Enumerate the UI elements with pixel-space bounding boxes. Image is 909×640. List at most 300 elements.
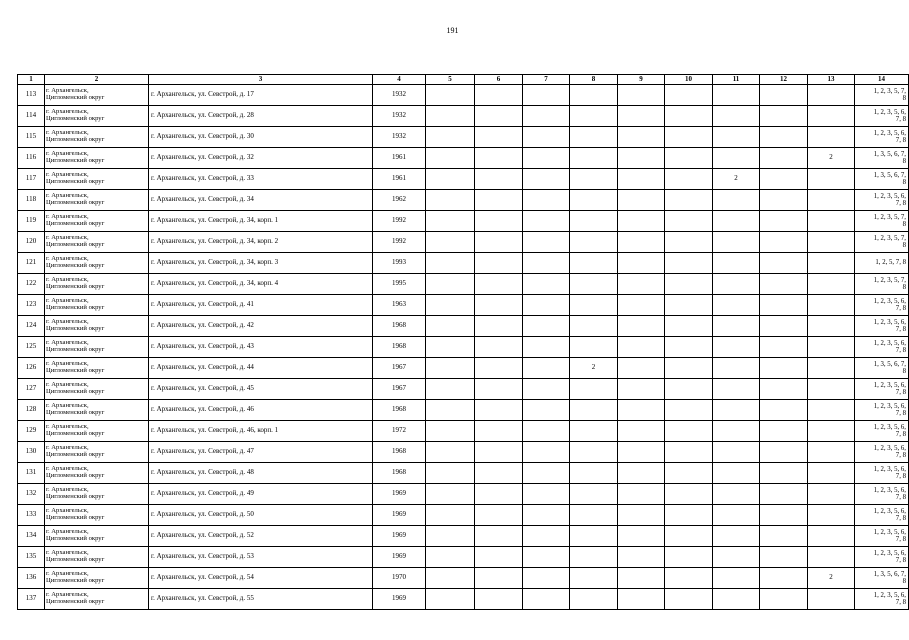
col14-line2: 7, 8 xyxy=(895,137,906,144)
address-cell: г. Архангельск, ул. Севстрой, д. 34, корп. 3 xyxy=(149,253,373,274)
col7-cell xyxy=(523,106,570,127)
table-row xyxy=(18,274,909,295)
table-row xyxy=(18,190,909,211)
col11-cell xyxy=(713,505,760,526)
locality-city: г. Архангельск, xyxy=(46,255,89,263)
col6-cell xyxy=(475,379,523,400)
col6-cell xyxy=(475,526,523,547)
locality-district: Цигломенский округ xyxy=(46,178,105,185)
table-row xyxy=(18,463,909,484)
col8-cell xyxy=(570,127,618,148)
col11-cell xyxy=(713,211,760,232)
locality-city: г. Архангельск, xyxy=(46,570,89,578)
locality-cell xyxy=(45,190,149,211)
year-cell: 1968 xyxy=(373,337,426,358)
col13-cell xyxy=(808,127,855,148)
table-row xyxy=(18,85,909,106)
col13-cell xyxy=(808,295,855,316)
col13-cell xyxy=(808,316,855,337)
col14-line2: 8 xyxy=(902,179,906,186)
col8-cell xyxy=(570,211,618,232)
locality-city: г. Архангельск, xyxy=(46,402,89,410)
col12-cell xyxy=(760,379,808,400)
col14-line2: 8 xyxy=(902,158,906,165)
col8-cell xyxy=(570,148,618,169)
col14-cell xyxy=(855,442,909,463)
address-cell: г. Архангельск, ул. Севстрой, д. 45 xyxy=(149,379,373,400)
col12-cell xyxy=(760,337,808,358)
row-number: 128 xyxy=(18,400,45,421)
table-row xyxy=(18,148,909,169)
col6-cell xyxy=(475,295,523,316)
table-body xyxy=(18,85,909,610)
row-number: 114 xyxy=(18,106,45,127)
row-number: 130 xyxy=(18,442,45,463)
col9-cell xyxy=(618,589,665,610)
address-cell: г. Архангельск, ул. Севстрой, д. 34, корп. 2 xyxy=(149,232,373,253)
housing-registry-table xyxy=(17,74,909,610)
table-row xyxy=(18,232,909,253)
col14-line2: 7, 8 xyxy=(895,515,906,522)
locality-city: г. Архангельск, xyxy=(46,528,89,536)
header-row xyxy=(18,75,909,85)
col12-cell xyxy=(760,211,808,232)
locality-city: г. Архангельск, xyxy=(46,360,89,368)
col5-cell xyxy=(426,421,475,442)
col9-cell xyxy=(618,85,665,106)
col9-cell xyxy=(618,190,665,211)
year-cell: 1992 xyxy=(373,232,426,253)
locality-district: Цигломенский округ xyxy=(46,220,105,227)
locality-cell xyxy=(45,148,149,169)
col8-cell xyxy=(570,316,618,337)
col5-cell xyxy=(426,379,475,400)
locality-district: Цигломенский округ xyxy=(46,493,105,500)
col14-cell xyxy=(855,463,909,484)
col8-cell xyxy=(570,526,618,547)
locality-cell xyxy=(45,463,149,484)
row-number: 115 xyxy=(18,127,45,148)
col12-cell xyxy=(760,85,808,106)
col6-cell xyxy=(475,337,523,358)
col7-cell xyxy=(523,211,570,232)
locality-cell xyxy=(45,127,149,148)
col14-line2: 7, 8 xyxy=(895,473,906,480)
address-cell: г. Архангельск, ул. Севстрой, д. 46 xyxy=(149,400,373,421)
locality-district: Цигломенский округ xyxy=(46,262,105,269)
col14-cell xyxy=(855,211,909,232)
col6-cell xyxy=(475,358,523,379)
column-header: 12 xyxy=(760,75,808,85)
col14-cell xyxy=(855,484,909,505)
col7-cell xyxy=(523,337,570,358)
col14-cell xyxy=(855,568,909,589)
col13-cell xyxy=(808,211,855,232)
col9-cell xyxy=(618,505,665,526)
address-cell: г. Архангельск, ул. Севстрой, д. 47 xyxy=(149,442,373,463)
table-row xyxy=(18,337,909,358)
year-cell: 1969 xyxy=(373,526,426,547)
col11-cell xyxy=(713,547,760,568)
row-number: 123 xyxy=(18,295,45,316)
col11-cell xyxy=(713,148,760,169)
locality-cell xyxy=(45,568,149,589)
col6-cell xyxy=(475,400,523,421)
locality-cell xyxy=(45,547,149,568)
col5-cell xyxy=(426,568,475,589)
col14-cell xyxy=(855,547,909,568)
col10-cell xyxy=(665,232,713,253)
locality-cell xyxy=(45,505,149,526)
col5-cell xyxy=(426,505,475,526)
address-cell: г. Архангельск, ул. Севстрой, д. 34 xyxy=(149,190,373,211)
address-cell: г. Архангельск, ул. Севстрой, д. 49 xyxy=(149,484,373,505)
col8-cell xyxy=(570,85,618,106)
col9-cell xyxy=(618,547,665,568)
col14-cell xyxy=(855,526,909,547)
col14-cell xyxy=(855,400,909,421)
col13-cell xyxy=(808,463,855,484)
col11-cell xyxy=(713,484,760,505)
col6-cell xyxy=(475,421,523,442)
table-row xyxy=(18,400,909,421)
address-cell: г. Архангельск, ул. Севстрой, д. 33 xyxy=(149,169,373,190)
locality-district: Цигломенский округ xyxy=(46,388,105,395)
locality-cell xyxy=(45,232,149,253)
year-cell: 1972 xyxy=(373,421,426,442)
row-number: 113 xyxy=(18,85,45,106)
col9-cell xyxy=(618,421,665,442)
col14-cell xyxy=(855,295,909,316)
col14-line1: 1, 3, 5, 6, 7, xyxy=(873,570,906,578)
row-number: 136 xyxy=(18,568,45,589)
col9-cell xyxy=(618,211,665,232)
col10-cell xyxy=(665,253,713,274)
address-cell: г. Архангельск, ул. Севстрой, д. 52 xyxy=(149,526,373,547)
col6-cell xyxy=(475,589,523,610)
locality-cell xyxy=(45,106,149,127)
locality-cell xyxy=(45,85,149,106)
col12-cell xyxy=(760,190,808,211)
col7-cell xyxy=(523,232,570,253)
col13-cell xyxy=(808,421,855,442)
col14-line2: 8 xyxy=(902,242,906,249)
column-header: 7 xyxy=(523,75,570,85)
locality-cell xyxy=(45,358,149,379)
row-number: 124 xyxy=(18,316,45,337)
col11-cell xyxy=(713,127,760,148)
col10-cell xyxy=(665,379,713,400)
col6-cell xyxy=(475,253,523,274)
col14-line1: 1, 2, 3, 5, 6, xyxy=(873,528,906,536)
col12-cell xyxy=(760,232,808,253)
col8-cell xyxy=(570,400,618,421)
col14-line1: 1, 2, 3, 5, 6, xyxy=(873,192,906,200)
col12-cell xyxy=(760,169,808,190)
col12-cell xyxy=(760,253,808,274)
col9-cell xyxy=(618,127,665,148)
row-number: 137 xyxy=(18,589,45,610)
year-cell: 1962 xyxy=(373,190,426,211)
col14-line2: 8 xyxy=(902,578,906,585)
col5-cell xyxy=(426,232,475,253)
locality-district: Цигломенский округ xyxy=(46,430,105,437)
col7-cell xyxy=(523,253,570,274)
col10-cell xyxy=(665,442,713,463)
locality-cell xyxy=(45,337,149,358)
col14-line1: 1, 2, 5, 7, 8 xyxy=(875,259,906,267)
col10-cell xyxy=(665,127,713,148)
col11-cell xyxy=(713,463,760,484)
table-row xyxy=(18,211,909,232)
col14-line1: 1, 2, 3, 5, 7, xyxy=(873,234,906,242)
col8-cell xyxy=(570,295,618,316)
col5-cell xyxy=(426,169,475,190)
col13-cell: 2 xyxy=(808,148,855,169)
locality-district: Цигломенский округ xyxy=(46,535,105,542)
col14-line2: 7, 8 xyxy=(895,410,906,417)
col13-cell xyxy=(808,253,855,274)
row-number: 120 xyxy=(18,232,45,253)
locality-district: Цигломенский округ xyxy=(46,241,105,248)
year-cell: 1968 xyxy=(373,316,426,337)
locality-city: г. Архангельск, xyxy=(46,423,89,431)
table-row xyxy=(18,379,909,400)
column-header: 14 xyxy=(855,75,909,85)
col14-line1: 1, 3, 5, 6, 7, xyxy=(873,171,906,179)
col7-cell xyxy=(523,169,570,190)
col10-cell xyxy=(665,589,713,610)
col13-cell xyxy=(808,547,855,568)
col8-cell xyxy=(570,463,618,484)
col12-cell xyxy=(760,589,808,610)
address-cell: г. Архангельск, ул. Севстрой, д. 55 xyxy=(149,589,373,610)
col11-cell xyxy=(713,526,760,547)
col14-line2: 8 xyxy=(902,368,906,375)
address-cell: г. Архангельск, ул. Севстрой, д. 41 xyxy=(149,295,373,316)
table-row xyxy=(18,526,909,547)
locality-city: г. Архангельск, xyxy=(46,318,89,326)
col7-cell xyxy=(523,316,570,337)
year-cell: 1932 xyxy=(373,127,426,148)
col9-cell xyxy=(618,169,665,190)
year-cell: 1932 xyxy=(373,85,426,106)
locality-city: г. Архангельск, xyxy=(46,213,89,221)
address-cell: г. Архангельск, ул. Севстрой, д. 28 xyxy=(149,106,373,127)
col11-cell xyxy=(713,400,760,421)
col14-line2: 7, 8 xyxy=(895,389,906,396)
col14-cell xyxy=(855,316,909,337)
col5-cell xyxy=(426,148,475,169)
locality-city: г. Архангельск, xyxy=(46,192,89,200)
row-number: 117 xyxy=(18,169,45,190)
col9-cell xyxy=(618,442,665,463)
col14-cell xyxy=(855,127,909,148)
col11-cell xyxy=(713,379,760,400)
row-number: 129 xyxy=(18,421,45,442)
col6-cell xyxy=(475,148,523,169)
col9-cell xyxy=(618,274,665,295)
row-number: 121 xyxy=(18,253,45,274)
col7-cell xyxy=(523,463,570,484)
table-row xyxy=(18,484,909,505)
row-number: 116 xyxy=(18,148,45,169)
row-number: 133 xyxy=(18,505,45,526)
col7-cell xyxy=(523,358,570,379)
col5-cell xyxy=(426,253,475,274)
col8-cell xyxy=(570,106,618,127)
col13-cell xyxy=(808,526,855,547)
col10-cell xyxy=(665,400,713,421)
year-cell: 1993 xyxy=(373,253,426,274)
col14-line1: 1, 3, 5, 6, 7, xyxy=(873,150,906,158)
col12-cell xyxy=(760,106,808,127)
col8-cell xyxy=(570,421,618,442)
col6-cell xyxy=(475,463,523,484)
locality-cell xyxy=(45,400,149,421)
col13-cell xyxy=(808,589,855,610)
col14-line1: 1, 2, 3, 5, 6, xyxy=(873,402,906,410)
table-row xyxy=(18,568,909,589)
col7-cell xyxy=(523,568,570,589)
column-header: 1 xyxy=(18,75,45,85)
col5-cell xyxy=(426,463,475,484)
col5-cell xyxy=(426,400,475,421)
locality-city: г. Архангельск, xyxy=(46,444,89,452)
row-number: 119 xyxy=(18,211,45,232)
year-cell: 1963 xyxy=(373,295,426,316)
col6-cell xyxy=(475,190,523,211)
locality-district: Цигломенский округ xyxy=(46,136,105,143)
col10-cell xyxy=(665,568,713,589)
col10-cell xyxy=(665,526,713,547)
col12-cell xyxy=(760,568,808,589)
col12-cell xyxy=(760,295,808,316)
table-row xyxy=(18,295,909,316)
column-header: 5 xyxy=(426,75,475,85)
col11-cell xyxy=(713,274,760,295)
locality-district: Цигломенский округ xyxy=(46,577,105,584)
year-cell: 1961 xyxy=(373,148,426,169)
col14-line2: 7, 8 xyxy=(895,200,906,207)
col14-line1: 1, 2, 3, 5, 6, xyxy=(873,108,906,116)
col10-cell xyxy=(665,505,713,526)
table-row xyxy=(18,589,909,610)
table-row xyxy=(18,421,909,442)
col13-cell xyxy=(808,484,855,505)
row-number: 131 xyxy=(18,463,45,484)
col14-line1: 1, 2, 3, 5, 7, xyxy=(873,87,906,95)
locality-district: Цигломенский округ xyxy=(46,514,105,521)
locality-cell xyxy=(45,211,149,232)
col5-cell xyxy=(426,316,475,337)
col6-cell xyxy=(475,316,523,337)
col10-cell xyxy=(665,106,713,127)
table-row xyxy=(18,169,909,190)
page-number: 191 xyxy=(446,26,459,35)
col5-cell xyxy=(426,106,475,127)
col5-cell xyxy=(426,274,475,295)
column-header: 3 xyxy=(149,75,373,85)
col14-line2: 7, 8 xyxy=(895,494,906,501)
address-cell: г. Архангельск, ул. Севстрой, д. 46, корп. 1 xyxy=(149,421,373,442)
col5-cell xyxy=(426,358,475,379)
row-number: 135 xyxy=(18,547,45,568)
col6-cell xyxy=(475,106,523,127)
address-cell: г. Архангельск, ул. Севстрой, д. 53 xyxy=(149,547,373,568)
col9-cell xyxy=(618,232,665,253)
locality-district: Цигломенский округ xyxy=(46,157,105,164)
locality-cell xyxy=(45,379,149,400)
col8-cell xyxy=(570,379,618,400)
address-cell: г. Архангельск, ул. Севстрой, д. 43 xyxy=(149,337,373,358)
col14-line1: 1, 2, 3, 5, 7, xyxy=(873,276,906,284)
locality-district: Цигломенский округ xyxy=(46,115,105,122)
col5-cell xyxy=(426,127,475,148)
address-cell: г. Архангельск, ул. Севстрой, д. 42 xyxy=(149,316,373,337)
year-cell: 1969 xyxy=(373,589,426,610)
col12-cell xyxy=(760,316,808,337)
col13-cell xyxy=(808,358,855,379)
locality-city: г. Архангельск, xyxy=(46,339,89,347)
row-number: 134 xyxy=(18,526,45,547)
col14-line2: 7, 8 xyxy=(895,452,906,459)
col7-cell xyxy=(523,190,570,211)
col11-cell xyxy=(713,295,760,316)
col14-line1: 1, 2, 3, 5, 6, xyxy=(873,318,906,326)
col10-cell xyxy=(665,190,713,211)
locality-district: Цигломенский округ xyxy=(46,367,105,374)
col8-cell: 2 xyxy=(570,358,618,379)
locality-district: Цигломенский округ xyxy=(46,556,105,563)
row-number: 125 xyxy=(18,337,45,358)
column-header: 9 xyxy=(618,75,665,85)
col10-cell xyxy=(665,547,713,568)
col10-cell xyxy=(665,148,713,169)
address-cell: г. Архангельск, ул. Севстрой, д. 32 xyxy=(149,148,373,169)
col5-cell xyxy=(426,211,475,232)
col14-cell xyxy=(855,358,909,379)
locality-city: г. Архангельск, xyxy=(46,549,89,557)
col8-cell xyxy=(570,442,618,463)
row-number: 122 xyxy=(18,274,45,295)
locality-district: Цигломенский округ xyxy=(46,325,105,332)
col7-cell xyxy=(523,274,570,295)
year-cell: 1967 xyxy=(373,358,426,379)
col7-cell xyxy=(523,379,570,400)
col6-cell xyxy=(475,505,523,526)
column-header: 11 xyxy=(713,75,760,85)
col11-cell: 2 xyxy=(713,169,760,190)
year-cell: 1992 xyxy=(373,211,426,232)
address-cell: г. Архангельск, ул. Севстрой, д. 48 xyxy=(149,463,373,484)
locality-district: Цигломенский округ xyxy=(46,199,105,206)
col9-cell xyxy=(618,148,665,169)
col7-cell xyxy=(523,148,570,169)
col14-line1: 1, 2, 3, 5, 6, xyxy=(873,339,906,347)
locality-cell xyxy=(45,484,149,505)
col11-cell xyxy=(713,568,760,589)
col11-cell xyxy=(713,190,760,211)
col14-cell xyxy=(855,148,909,169)
col5-cell xyxy=(426,85,475,106)
col6-cell xyxy=(475,568,523,589)
col14-line1: 1, 3, 5, 6, 7, xyxy=(873,360,906,368)
col14-line2: 7, 8 xyxy=(895,326,906,333)
col14-cell xyxy=(855,190,909,211)
col14-line1: 1, 2, 3, 5, 6, xyxy=(873,381,906,389)
locality-district: Цигломенский округ xyxy=(46,472,105,479)
